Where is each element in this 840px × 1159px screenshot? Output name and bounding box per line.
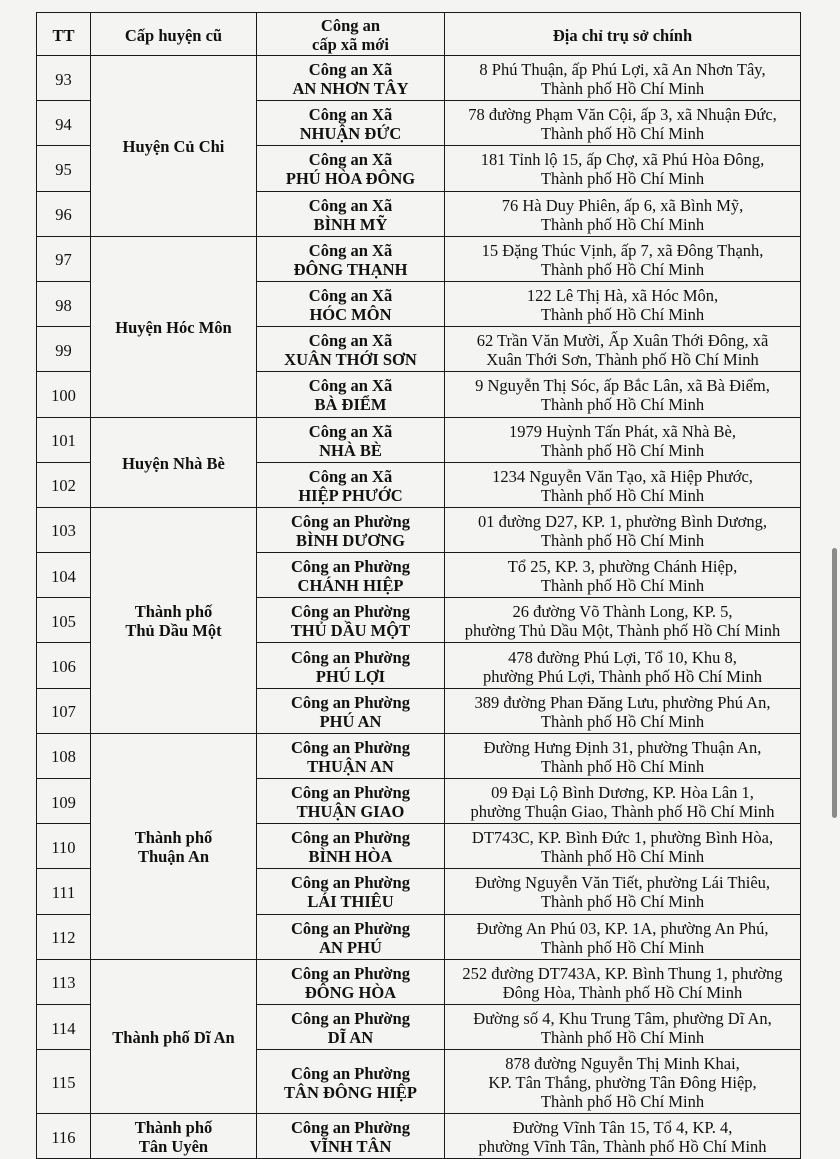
address-line: 15 Đặng Thúc Vịnh, ấp 7, xã Đông Thạnh, xyxy=(481,240,764,260)
new-police-unit-cell xyxy=(257,372,445,417)
headquarters-address-cell xyxy=(445,191,801,236)
police-unit-type: Công an Xã xyxy=(308,240,393,260)
new-police-unit-cell xyxy=(257,191,445,236)
row-number: 105 xyxy=(37,598,91,643)
table-row xyxy=(37,417,801,462)
new-police-unit-cell xyxy=(257,1004,445,1049)
police-unit-type: Công an Phường xyxy=(291,963,410,983)
old-district-cell xyxy=(91,507,257,733)
police-unit-name: THUẬN AN xyxy=(307,756,394,776)
headquarters-address-cell xyxy=(445,281,801,326)
address-line: Đường Hưng Định 31, phường Thuận An, xyxy=(483,737,762,757)
new-police-unit-cell xyxy=(257,553,445,598)
new-police-unit-cell xyxy=(257,507,445,552)
header-new-police-line1: Công an xyxy=(320,16,381,35)
new-police-unit-cell xyxy=(257,643,445,688)
police-unit-type: Công an Phường xyxy=(291,918,410,938)
new-police-unit-cell xyxy=(257,56,445,101)
row-number: 109 xyxy=(37,779,91,824)
new-police-unit-cell xyxy=(257,869,445,914)
address-line: Tổ 25, KP. 3, phường Chánh Hiệp, xyxy=(507,557,738,577)
new-police-unit-cell xyxy=(257,598,445,643)
address-line: phường Thủ Dầu Một, Thành phố Hồ Chí Minh xyxy=(464,621,781,641)
new-police-unit-cell xyxy=(257,688,445,733)
police-unit-type: Công an Phường xyxy=(291,1009,410,1029)
row-number: 101 xyxy=(37,417,91,462)
address-line: Thành phố Hồ Chí Minh xyxy=(540,169,705,189)
new-police-unit-cell xyxy=(257,146,445,191)
address-line: 9 Nguyễn Thị Sóc, ấp Bắc Lân, xã Bà Điểm, xyxy=(475,376,770,396)
row-number: 108 xyxy=(37,733,91,778)
police-unit-name: PHÚ LỢI xyxy=(315,666,386,686)
new-police-unit-cell xyxy=(257,417,445,462)
police-unit-type: Công an Xã xyxy=(308,105,393,125)
row-number: 100 xyxy=(37,372,91,417)
old-district-cell xyxy=(91,56,257,237)
headquarters-address-cell xyxy=(445,372,801,417)
address-line: 62 Trần Văn Mười, Ấp Xuân Thới Đông, xã xyxy=(476,331,769,351)
police-unit-type: Công an Phường xyxy=(291,783,410,803)
headquarters-address-cell xyxy=(445,507,801,552)
police-unit-name: BÀ ĐIỂM xyxy=(314,395,387,415)
row-number: 103 xyxy=(37,507,91,552)
police-unit-type: Công an Phường xyxy=(291,557,410,577)
address-line: Thành phố Hồ Chí Minh xyxy=(540,485,705,505)
address-line: Thành phố Hồ Chí Minh xyxy=(540,124,705,144)
row-number: 113 xyxy=(37,959,91,1004)
address-line: phường Vĩnh Tân, Thành phố Hồ Chí Minh xyxy=(478,1137,767,1157)
row-number: 112 xyxy=(37,914,91,959)
police-unit-type: Công an Xã xyxy=(308,286,393,306)
address-line: 878 đường Nguyễn Thị Minh Khai, xyxy=(505,1054,740,1074)
address-line: Đường An Phú 03, KP. 1A, phường An Phú, xyxy=(476,918,769,938)
police-unit-name: DĨ AN xyxy=(327,1028,374,1048)
address-line: 01 đường D27, KP. 1, phường Bình Dương, xyxy=(477,511,768,531)
new-police-unit-cell xyxy=(257,462,445,507)
police-unit-type: Công an Phường xyxy=(291,511,410,531)
old-district-cell xyxy=(91,959,257,1113)
row-number: 98 xyxy=(37,281,91,326)
police-unit-type: Công an Phường xyxy=(291,828,410,848)
row-number: 106 xyxy=(37,643,91,688)
headquarters-address-cell xyxy=(445,1114,801,1159)
police-unit-name: BÌNH MỸ xyxy=(313,214,388,234)
address-line: Thành phố Hồ Chí Minh xyxy=(540,395,705,415)
police-unit-name: ĐÔNG THẠNH xyxy=(293,259,408,279)
police-unit-name: BÌNH DƯƠNG xyxy=(296,530,405,550)
address-line: Thành phố Hồ Chí Minh xyxy=(540,847,705,867)
headquarters-address-cell xyxy=(445,914,801,959)
police-unit-name: TÂN ĐÔNG HIỆP xyxy=(284,1082,417,1102)
address-line: phường Thuận Giao, Thành phố Hồ Chí Minh xyxy=(470,802,775,822)
police-unit-type: Công an Xã xyxy=(308,421,393,441)
new-police-unit-cell xyxy=(257,824,445,869)
headquarters-address-cell xyxy=(445,824,801,869)
police-unit-name: PHÚ AN xyxy=(319,711,382,731)
old-district-cell xyxy=(91,236,257,417)
headquarters-address-cell xyxy=(445,1004,801,1049)
new-police-unit-cell xyxy=(257,101,445,146)
police-unit-name: LÁI THIÊU xyxy=(307,892,394,912)
row-number: 93 xyxy=(37,56,91,101)
police-unit-type: Công an Xã xyxy=(308,150,393,170)
police-unit-type: Công an Xã xyxy=(308,331,393,351)
police-unit-type: Công an Phường xyxy=(291,873,410,893)
new-police-unit-cell xyxy=(257,327,445,372)
header-address: Địa chỉ trụ sở chính xyxy=(445,13,801,56)
new-police-unit-cell xyxy=(257,236,445,281)
police-unit-name: HIỆP PHƯỚC xyxy=(298,485,403,505)
scrollbar-thumb[interactable] xyxy=(832,548,837,818)
old-district-name: Thuận An xyxy=(137,847,210,867)
new-police-unit-cell xyxy=(257,959,445,1004)
headquarters-address-cell xyxy=(445,417,801,462)
old-district-name: Thủ Dầu Một xyxy=(125,621,222,641)
table-row xyxy=(37,507,801,552)
row-number: 95 xyxy=(37,146,91,191)
headquarters-address-cell xyxy=(445,598,801,643)
address-line: 1979 Huỳnh Tấn Phát, xã Nhà Bè, xyxy=(509,421,736,441)
headquarters-address-cell xyxy=(445,1050,801,1114)
table-row xyxy=(37,733,801,778)
row-number: 111 xyxy=(37,869,91,914)
address-line: phường Phú Lợi, Thành phố Hồ Chí Minh xyxy=(482,666,763,686)
address-line: 478 đường Phú Lợi, Tổ 10, Khu 8, xyxy=(508,647,737,667)
headquarters-address-cell xyxy=(445,733,801,778)
address-line: 8 Phú Thuận, ấp Phú Lợi, xã An Nhơn Tây, xyxy=(479,60,766,80)
address-line: Thành phố Hồ Chí Minh xyxy=(540,1028,705,1048)
headquarters-address-cell xyxy=(445,327,801,372)
police-unit-name: HÓC MÔN xyxy=(309,305,392,325)
police-unit-type: Công an Xã xyxy=(308,195,393,215)
old-district-name: Huyện Củ Chi xyxy=(122,137,225,157)
address-line: KP. Tân Thắng, phường Tân Đông Hiệp, xyxy=(488,1073,757,1093)
police-unit-type: Công an Phường xyxy=(291,647,410,667)
headquarters-address-cell xyxy=(445,779,801,824)
headquarters-address-cell xyxy=(445,959,801,1004)
row-number: 102 xyxy=(37,462,91,507)
address-line: Thành phố Hồ Chí Minh xyxy=(540,440,705,460)
police-unit-name: VĨNH TÂN xyxy=(309,1137,392,1157)
address-line: Đông Hòa, Thành phố Hồ Chí Minh xyxy=(502,982,743,1002)
header-old-district: Cấp huyện cũ xyxy=(91,13,257,56)
address-line: Thành phố Hồ Chí Minh xyxy=(540,892,705,912)
police-unit-type: Công an Xã xyxy=(308,376,393,396)
police-unit-type: Công an Xã xyxy=(308,466,393,486)
row-number: 97 xyxy=(37,236,91,281)
old-district-name: Thành phố xyxy=(134,602,213,622)
address-line: Thành phố Hồ Chí Minh xyxy=(540,756,705,776)
row-number: 110 xyxy=(37,824,91,869)
address-line: Đường số 4, Khu Trung Tâm, phường Dĩ An, xyxy=(473,1009,772,1029)
police-unit-type: Công an Phường xyxy=(291,1118,410,1138)
table-row xyxy=(37,236,801,281)
header-new-police-line2: cấp xã mới xyxy=(312,35,389,54)
police-unit-name: BÌNH HÒA xyxy=(308,847,393,867)
headquarters-address-cell xyxy=(445,56,801,101)
new-police-unit-cell xyxy=(257,733,445,778)
police-unit-type: Công an Xã xyxy=(308,60,393,80)
new-police-unit-cell xyxy=(257,1114,445,1159)
new-police-unit-cell xyxy=(257,281,445,326)
row-number: 116 xyxy=(37,1114,91,1159)
header-tt: TT xyxy=(37,13,91,56)
header-new-police xyxy=(257,13,445,56)
police-unit-name: NHÀ BÈ xyxy=(319,440,382,460)
police-unit-name: THỦ DẦU MỘT xyxy=(290,621,411,641)
police-unit-type: Công an Phường xyxy=(291,737,410,757)
address-line: 181 Tỉnh lộ 15, ấp Chợ, xã Phú Hòa Đông, xyxy=(480,150,765,170)
row-number: 115 xyxy=(37,1050,91,1114)
old-district-name: Thành phố xyxy=(134,1118,213,1138)
address-line: DT743C, KP. Bình Đức 1, phường Bình Hòa, xyxy=(471,828,774,848)
address-line: Thành phố Hồ Chí Minh xyxy=(540,1092,705,1112)
address-line: 122 Lê Thị Hà, xã Hóc Môn, xyxy=(526,286,719,306)
old-district-cell xyxy=(91,733,257,959)
new-police-unit-cell xyxy=(257,914,445,959)
address-line: Thành phố Hồ Chí Minh xyxy=(540,214,705,234)
row-number: 114 xyxy=(37,1004,91,1049)
row-number: 107 xyxy=(37,688,91,733)
police-unit-type: Công an Phường xyxy=(291,1063,410,1083)
police-unit-name: AN NHƠN TÂY xyxy=(292,79,409,99)
old-district-cell xyxy=(91,1114,257,1159)
old-district-name: Thành phố Dĩ An xyxy=(112,1027,235,1047)
police-unit-type: Công an Phường xyxy=(291,692,410,712)
police-unit-name: ĐÔNG HÒA xyxy=(304,982,397,1002)
address-line: Thành phố Hồ Chí Minh xyxy=(540,937,705,957)
police-unit-name: XUÂN THỚI SƠN xyxy=(284,350,417,370)
address-line: Thành phố Hồ Chí Minh xyxy=(540,305,705,325)
address-line: 76 Hà Duy Phiên, ấp 6, xã Bình Mỹ, xyxy=(501,195,744,215)
police-unit-type: Công an Phường xyxy=(291,602,410,622)
address-line: Đường Vĩnh Tân 15, Tổ 4, KP. 4, xyxy=(512,1118,733,1138)
address-line: 09 Đại Lộ Bình Dương, KP. Hòa Lân 1, xyxy=(491,783,754,803)
row-number: 104 xyxy=(37,553,91,598)
address-line: Thành phố Hồ Chí Minh xyxy=(540,530,705,550)
address-line: Thành phố Hồ Chí Minh xyxy=(540,711,705,731)
table-row xyxy=(37,959,801,1004)
headquarters-address-cell xyxy=(445,101,801,146)
address-line: Thành phố Hồ Chí Minh xyxy=(540,259,705,279)
row-number: 96 xyxy=(37,191,91,236)
address-line: 389 đường Phan Đăng Lưu, phường Phú An, xyxy=(474,692,771,712)
old-district-name: Huyện Hóc Môn xyxy=(115,318,232,338)
table-body xyxy=(37,56,801,1159)
table-row xyxy=(37,1114,801,1159)
new-police-unit-cell xyxy=(257,779,445,824)
old-district-name: Thành phố xyxy=(134,828,213,848)
headquarters-address-cell xyxy=(445,236,801,281)
headquarters-address-cell xyxy=(445,462,801,507)
headquarters-address-cell xyxy=(445,643,801,688)
address-line: Thành phố Hồ Chí Minh xyxy=(540,79,705,99)
address-line: 26 đường Võ Thành Long, KP. 5, xyxy=(512,602,733,622)
old-district-name: Tân Uyên xyxy=(138,1137,209,1157)
police-unit-name: CHÁNH HIỆP xyxy=(297,576,404,596)
address-line: 78 đường Phạm Văn Cội, ấp 3, xã Nhuận Đức, xyxy=(468,105,777,125)
police-unit-name: THUẬN GIAO xyxy=(296,802,405,822)
row-number: 94 xyxy=(37,101,91,146)
police-unit-name: AN PHÚ xyxy=(319,937,382,957)
address-line: Đường Nguyễn Văn Tiết, phường Lái Thiêu, xyxy=(474,873,771,893)
row-number: 99 xyxy=(37,327,91,372)
address-line: 252 đường DT743A, KP. Bình Thung 1, phường xyxy=(462,963,783,983)
address-line: Thành phố Hồ Chí Minh xyxy=(540,576,705,596)
table-row xyxy=(37,56,801,101)
headquarters-address-cell xyxy=(445,869,801,914)
headquarters-address-cell xyxy=(445,553,801,598)
police-unit-name: NHUẬN ĐỨC xyxy=(299,124,402,144)
headquarters-address-cell xyxy=(445,688,801,733)
address-line: Xuân Thới Sơn, Thành phố Hồ Chí Minh xyxy=(486,350,759,370)
headquarters-address-cell xyxy=(445,146,801,191)
police-address-table xyxy=(36,12,801,1159)
old-district-cell xyxy=(91,417,257,507)
address-line: 1234 Nguyễn Văn Tạo, xã Hiệp Phước, xyxy=(492,466,753,486)
old-district-name: Huyện Nhà Bè xyxy=(122,453,225,473)
table-header-row xyxy=(37,13,801,56)
new-police-unit-cell xyxy=(257,1050,445,1114)
police-unit-name: PHÚ HÒA ĐÔNG xyxy=(285,169,416,189)
